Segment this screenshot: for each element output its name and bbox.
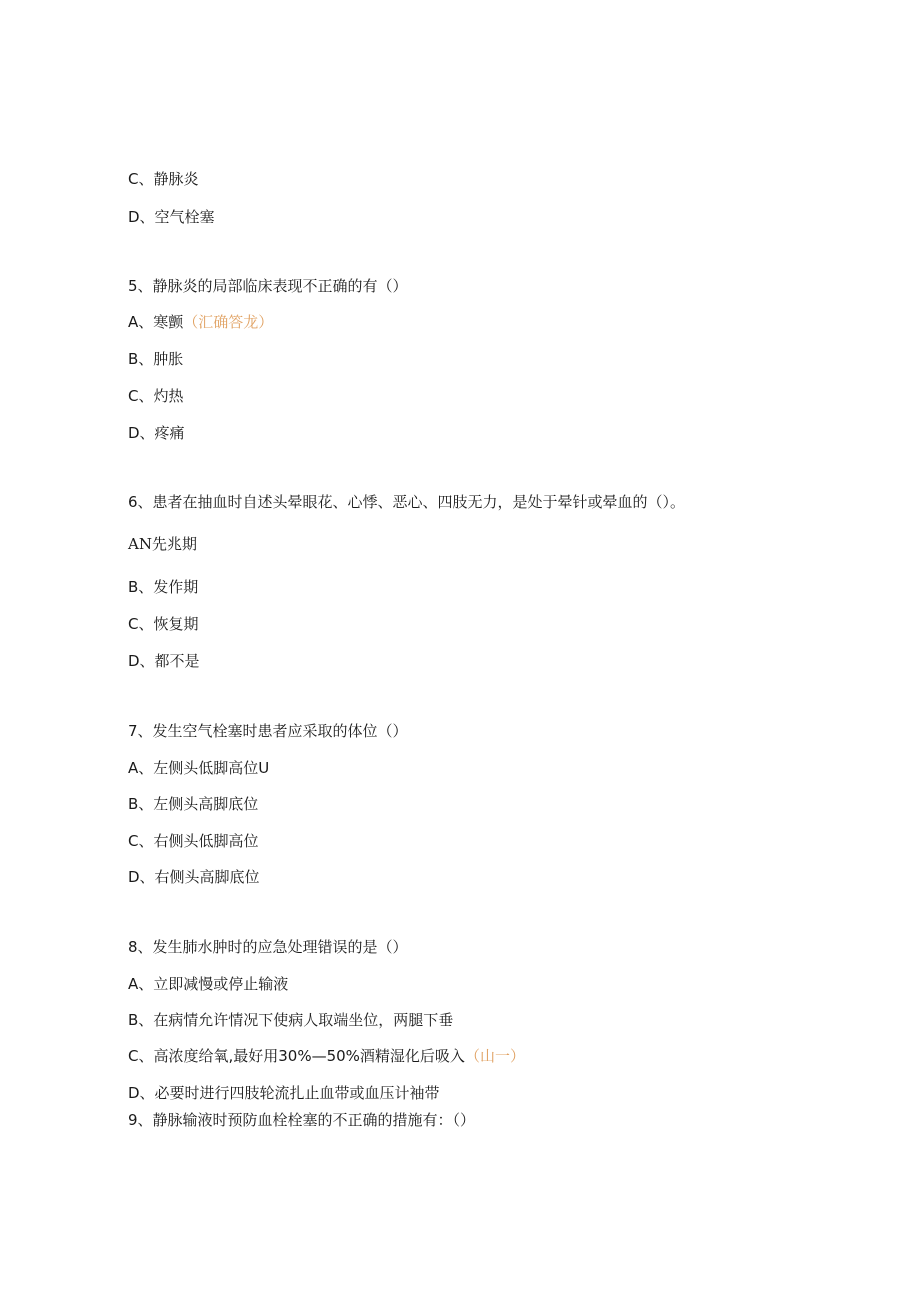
q8-annotation: （山一） [464, 1047, 525, 1065]
option-c-phlebitis: C、静脉炎 [128, 170, 199, 188]
q8-option-d: D、必要时进行四肢轮流扎止血带或血压计袖带 [128, 1084, 440, 1102]
q6-option-b: B、发作期 [128, 578, 199, 596]
option-d-air-embolism: D、空气栓塞 [128, 208, 215, 226]
q5-option-c: C、灼热 [128, 387, 184, 405]
q5-option-d: D、疼痛 [128, 424, 185, 442]
q6-option-c: C、恢复期 [128, 615, 199, 633]
q7-option-b: B、左侧头高脚底位 [128, 795, 259, 813]
q7-option-d: D、右侧头高脚底位 [128, 868, 260, 886]
q7-option-a: A、左侧头低脚高位U [128, 759, 270, 777]
question-9: 9、静脉输液时预防血栓栓塞的不正确的措施有：（） [128, 1111, 476, 1129]
q6-option-a: AN先兆期 [128, 535, 197, 553]
q7-option-c: C、右侧头低脚高位 [128, 832, 259, 850]
question-7: 7、发生空气栓塞时患者应采取的体位（） [128, 722, 408, 740]
question-6: 6、患者在抽血时自述头晕眼花、心悸、恶心、四肢无力，是处于晕针或晕血的（）。 [128, 493, 686, 511]
q8-option-b: B、在病情允许情况下使病人取端坐位，两腿下垂 [128, 1011, 454, 1029]
q5-option-a: A、寒颤（汇确答龙） [128, 313, 274, 331]
q5-annotation: （汇确答龙） [183, 313, 274, 331]
question-5: 5、静脉炎的局部临床表现不正确的有（） [128, 277, 408, 295]
q8-option-c: C、高浓度给氧,最好用30%—50%酒精湿化后吸入（山一） [128, 1047, 525, 1065]
q6-option-d: D、都不是 [128, 652, 200, 670]
q8-option-a: A、立即减慢或停止输液 [128, 975, 289, 993]
q5-option-b: B、肿胀 [128, 350, 184, 368]
question-8: 8、发生肺水肿时的应急处理错误的是（） [128, 938, 408, 956]
